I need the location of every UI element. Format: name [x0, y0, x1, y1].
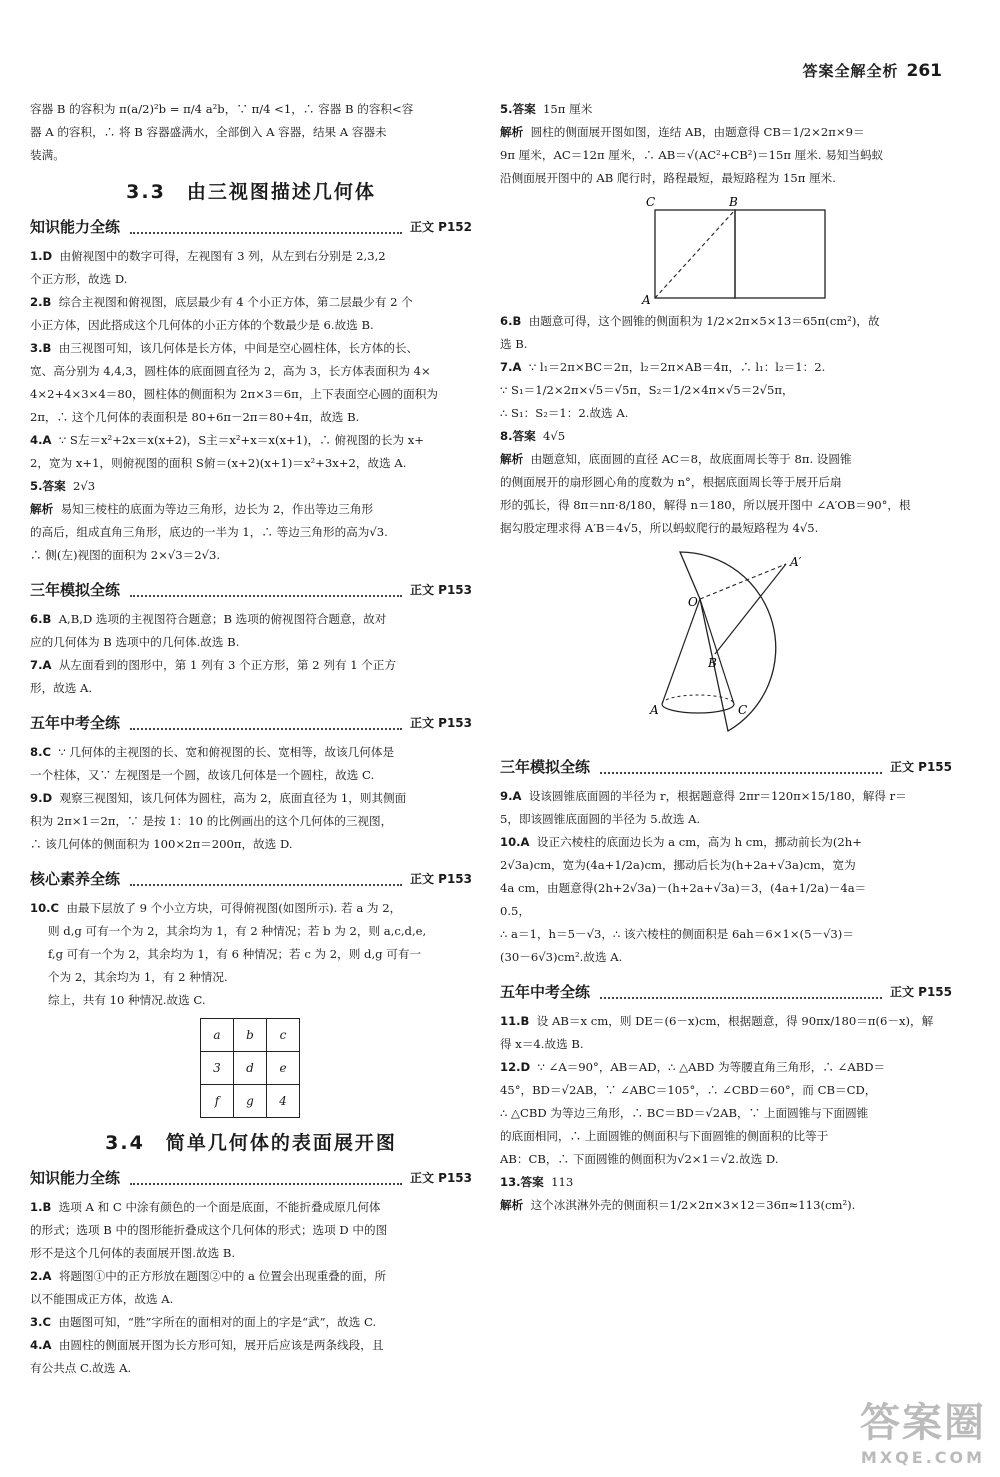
label-c: C [646, 195, 656, 209]
grid-cell: a [201, 1019, 234, 1052]
cone-side-right [700, 599, 734, 704]
answer-item: 11.B 设 AB＝x cm，则 DE＝(6－x)cm，根据题意，得 90πx/180＝π(6－x)，解 [500, 1014, 934, 1028]
answer-line: 个为 2，其余均为 1，有 2 种情况. [48, 970, 228, 984]
intro-line: 容器 B 的容积为 π(a/2)²b = π/4 a²b，∵ π/4 <1，∴ 容器 B 的容积<容 [30, 102, 414, 116]
answer-line: 沿侧面展开图中的 AB 爬行时，路程最短，最短路程为 15π 厘米. [500, 171, 836, 185]
net-rect-right [735, 210, 825, 298]
answer-item: 1.D 由俯视图中的数字可得，左视图有 3 列，从左到右分别是 2,3,2 [30, 249, 386, 263]
answer-line: ∴ 侧(左)视图的面积为 2×√3＝2√3. [30, 548, 221, 562]
section-band [30, 579, 472, 602]
answer-line: 形不是这个几何体的表面展开图.故选 B. [30, 1246, 236, 1260]
answer-item: 13.答案 113 [500, 1175, 574, 1189]
label-a: A [642, 293, 651, 306]
dashed-path-ab [655, 210, 735, 298]
answer-line: 2√3a)cm，宽为(4a+1/2a)cm，挪动后长为(h+2a+√3a)cm，宽为 [500, 858, 856, 872]
answer-line: 0.5， [500, 904, 531, 918]
section-title-3-3: 3.3 由三视图描述几何体 [126, 181, 376, 203]
answer-line: 宽、高分别为 4,4,3，圆柱体的底面圆直径为 2，高为 3，长方体表面积为 4× [30, 364, 431, 378]
answer-item: 10.C 由最下层放了 9 个小立方块，可得俯视图(如图所示). 若 a 为 2， [30, 901, 402, 915]
band-title: 核心素养全练 [30, 870, 121, 888]
header-title: 答案全解全析 [802, 62, 899, 80]
answer-item: 9.D 观察三视图知，该几何体为圆柱，高为 2，底面直径为 1，则其侧面 [30, 791, 407, 805]
answer-line: 5，即该圆锥底面圆的半径为 5.故选 A. [500, 812, 701, 826]
analysis-item: 解析 这个冰淇淋外壳的侧面积＝1/2×2π×3×12＝36π≈113(cm²). [500, 1198, 856, 1212]
band-title: 三年模拟全练 [30, 581, 121, 599]
answer-line: 的侧面展开的扇形圆心角的度数为 n°，根据底面周长等于展开后扇 [500, 475, 842, 489]
answer-line: 形，故选 A. [30, 681, 93, 695]
band-page-ref: 正文 P153 [409, 1171, 472, 1185]
dotted-leader [130, 728, 402, 730]
band-page-ref: 正文 P152 [409, 220, 472, 234]
sector-outline [680, 552, 776, 731]
grid-cell: 4 [267, 1085, 300, 1118]
left-column [30, 98, 472, 1380]
answer-item: 8.C ∵ 几何体的主视图的长、宽和俯视图的长、宽相等，故该几何体是 [30, 745, 395, 759]
label-b: B [729, 195, 738, 209]
answer-line: 45°，BD＝√2AB，∵ ∠ABC＝105°，∴ ∠CBD＝60°，而 CB＝CD， [500, 1083, 877, 1097]
top-view-grid [200, 1018, 300, 1118]
answer-line: ∴ S₁：S₂＝1：2.故选 A. [500, 406, 629, 420]
answer-item: 5.答案 15π 厘米 [500, 102, 593, 116]
answer-line: ∴ a＝1，h＝5－√3，∴ 该六棱柱的侧面积是 6ah＝6×1×(5－√3)＝ [500, 927, 854, 941]
answer-item: 8.答案 4√5 [500, 429, 566, 443]
analysis-item: 解析 易知三棱柱的底面为等边三角形，边长为 2，作出等边三角形 [30, 502, 374, 516]
answer-item: 3.B 由三视图可知，该几何体是长方体，中间是空心圆柱体，长方体的长、 [30, 341, 419, 355]
answer-line: 有公共点 C.故选 A. [30, 1361, 132, 1375]
answer-item: 4.A 由圆柱的侧面展开图为长方形可知，展开后应该是两条线段，且 [30, 1338, 384, 1352]
cone-base-back [662, 695, 734, 704]
watermark-main: 答案圈 [860, 1400, 986, 1446]
answer-line: 4a cm，由题意得(2h+2√3a)－(h+2a+√3a)＝3，(4a+1/2a)－4a＝ [500, 881, 867, 895]
answer-line: 应的几何体为 B 选项中的几何体.故选 B. [30, 635, 240, 649]
answer-line: 综上，共有 10 种情况.故选 C. [48, 993, 206, 1007]
answer-item: 6.B A,B,D 选项的主视图符合题意；B 选项的俯视图符合题意，故对 [30, 612, 387, 626]
dotted-leader [130, 232, 402, 234]
dotted-leader [600, 997, 882, 999]
section-band [30, 1167, 472, 1190]
section-title-3-4: 3.4 简单几何体的表面展开图 [105, 1132, 397, 1154]
answer-line: 的底面相同，∴ 上面圆锥的侧面积与下面圆锥的侧面积的比等于 [500, 1129, 829, 1143]
label-c: C [738, 703, 748, 717]
analysis-item: 解析 由题意知，底面圆的直径 AC＝8，故底面周长等于 8π. 设圆锥 [500, 452, 852, 466]
answer-line: 得 x＝4.故选 B. [500, 1037, 584, 1051]
band-title: 五年中考全练 [500, 983, 591, 1001]
answer-line: 2π，∴ 这个几何体的表面积是 80+6π－2π＝80+4π，故选 B. [30, 410, 360, 424]
cylinder-net-figure [500, 194, 952, 306]
watermark-sub: MXQE.COM [860, 1448, 986, 1467]
answer-line: ∴ △CBD 为等边三角形，∴ BC＝BD＝√2AB，∵ 上面圆锥与下面圆锥 [500, 1106, 869, 1120]
answer-line: 以不能围成正方体，故选 A. [30, 1292, 174, 1306]
answer-item: 9.A 设该圆锥底面圆的半径为 r，根据题意得 2πr＝120π×15/180，解得 r＝ [500, 789, 907, 803]
analysis-item: 解析 圆柱的侧面展开图如图，连结 AB，由题意得 CB＝1/2×2π×9＝ [500, 125, 865, 139]
band-page-ref: 正文 P153 [409, 716, 472, 730]
grid-cell: g [234, 1085, 267, 1118]
section-band [30, 712, 472, 735]
answer-line: 的高后，组成直角三角形，底边的一半为 1，∴ 等边三角形的高为√3. [30, 525, 388, 539]
band-page-ref: 正文 P153 [409, 583, 472, 597]
answer-line: 4×2+4×3×4＝80，圆柱体的侧面积为 2π×3＝6π，上下表面空心圆的面积为 [30, 387, 438, 401]
grid-cell: f [201, 1085, 234, 1118]
answer-line: 个正方形，故选 D. [30, 272, 128, 286]
answer-item: 7.A 从左面看到的图形中，第 1 列有 3 个正方形，第 2 列有 1 个正方 [30, 658, 397, 672]
answer-item: 3.C 由题图可知，“胜”字所在的面相对的面上的字是“武”，故选 C. [30, 1315, 377, 1329]
band-page-ref: 正文 P155 [889, 760, 952, 774]
page-header [802, 60, 942, 81]
section-band [500, 756, 952, 779]
answer-line: 2，宽为 x+1，则俯视图的面积 S俯＝(x+2)(x+1)＝x²+3x+2，故选 A. [30, 456, 407, 470]
answer-line: f,g 可有一个为 2，其余均为 1，有 6 种情况；若 c 为 2，则 d,g 可有一 [48, 947, 422, 961]
answer-item: 10.A 设正六棱柱的底面边长为 a cm，高为 h cm，挪动前长为(2h+ [500, 835, 862, 849]
grid-cell: 3 [201, 1052, 234, 1085]
answer-line: 小正方体，因此搭成这个几何体的小正方体的个数最少是 6.故选 B. [30, 318, 374, 332]
answer-item: 4.A ∵ S左＝x²+2x＝x(x+2)，S主＝x²+x＝x(x+1)，∴ 俯视图的长为 x+ [30, 433, 424, 447]
intro-line: 装满。 [30, 148, 65, 162]
label-a: A [650, 703, 659, 717]
answer-line: 9π 厘米，AC＝12π 厘米，∴ AB＝√(AC²+CB²)＝15π 厘米. 易知当蚂蚁 [500, 148, 884, 162]
answer-line: ∵ S₁＝1/2×2π×√5＝√5π，S₂＝1/2×4π×√5＝2√5π， [500, 383, 794, 397]
watermark [860, 1391, 986, 1467]
answer-item: 12.D ∵ ∠A＝90°，AB＝AD，∴ △ABD 为等腰直角三角形，∴ ∠ABD＝ [500, 1060, 886, 1074]
grid-cell: c [267, 1019, 300, 1052]
answer-line: 据勾股定理求得 A′B＝4√5，所以蚂蚁爬行的最短路程为 4√5. [500, 521, 819, 535]
answer-line: AB：CB，∴ 下面圆锥的侧面积为√2×1＝√2.故选 D. [500, 1152, 779, 1166]
band-title: 三年模拟全练 [500, 758, 591, 776]
answer-line: (30－6√3)cm².故选 A. [500, 950, 623, 964]
label-o: O [688, 595, 698, 609]
band-title: 知识能力全练 [30, 1169, 121, 1187]
dotted-leader [600, 772, 882, 774]
section-band [30, 216, 472, 239]
answer-item: 1.B 选项 A 和 C 中涂有颜色的一个面是底面，不能折叠成原几何体 [30, 1200, 381, 1214]
band-page-ref: 正文 P155 [889, 985, 952, 999]
answer-item: 2.A 将题图①中的正方形放在题图②中的 a 位置会出现重叠的面，所 [30, 1269, 387, 1283]
label-a-prime: A′ [790, 555, 802, 569]
cone-side-left [662, 599, 700, 704]
label-b: B [708, 656, 717, 670]
dotted-leader [130, 884, 402, 886]
page-number: 261 [906, 61, 942, 81]
dashed-line-oa2 [700, 564, 786, 599]
intro-line: 器 A 的容积，∴ 将 B 容器盛满水，全部倒入 A 容器，结果 A 容器未 [30, 125, 387, 139]
answer-item: 6.B 由题意可得，这个圆锥的侧面积为 1/2×2π×5×13＝65π(cm²)，故 [500, 314, 880, 328]
answer-item: 2.B 综合主视图和俯视图，底层最少有 4 个小正方体，第二层最少有 2 个 [30, 295, 413, 309]
answer-line: 的形式；选项 B 中的图形能折叠成这个几何体的形式；选项 D 中的图 [30, 1223, 388, 1237]
grid-cell: d [234, 1052, 267, 1085]
section-band [30, 868, 472, 891]
grid-cell: b [234, 1019, 267, 1052]
answer-item: 7.A ∵ l₁＝2π×BC＝2π，l₂＝2π×AB＝4π，∴ l₁：l₂＝1：2. [500, 360, 826, 374]
answer-line: 选 B. [500, 337, 528, 351]
answer-line: 一个柱体，又∵ 左视图是一个圆，故该几何体是一个圆柱，故选 C. [30, 768, 375, 782]
dotted-leader [130, 1183, 402, 1185]
right-column [500, 98, 952, 1217]
answer-line: 积为 2π×1＝2π，∵ 是按 1：10 的比例画出的这个几何体的三视图， [30, 814, 393, 828]
section-band [500, 981, 952, 1004]
band-title: 五年中考全练 [30, 714, 121, 732]
answer-line: ∴ 该几何体的侧面积为 100×2π＝200π，故选 D. [30, 837, 293, 851]
cone-net-figure [500, 544, 952, 744]
answer-line: 则 d,g 可有一个为 2，其余均为 1，有 2 种情况；若 b 为 2，则 a,c,d,e, [48, 924, 427, 938]
grid-cell: e [267, 1052, 300, 1085]
answer-item: 5.答案 2√3 [30, 479, 96, 493]
dotted-leader [130, 595, 402, 597]
answer-line: 形的弧长，得 8π＝nπ·8/180，解得 n＝180，所以展开图中 ∠A′OB＝90°，根 [500, 498, 911, 512]
band-page-ref: 正文 P153 [409, 872, 472, 886]
band-title: 知识能力全练 [30, 218, 121, 236]
